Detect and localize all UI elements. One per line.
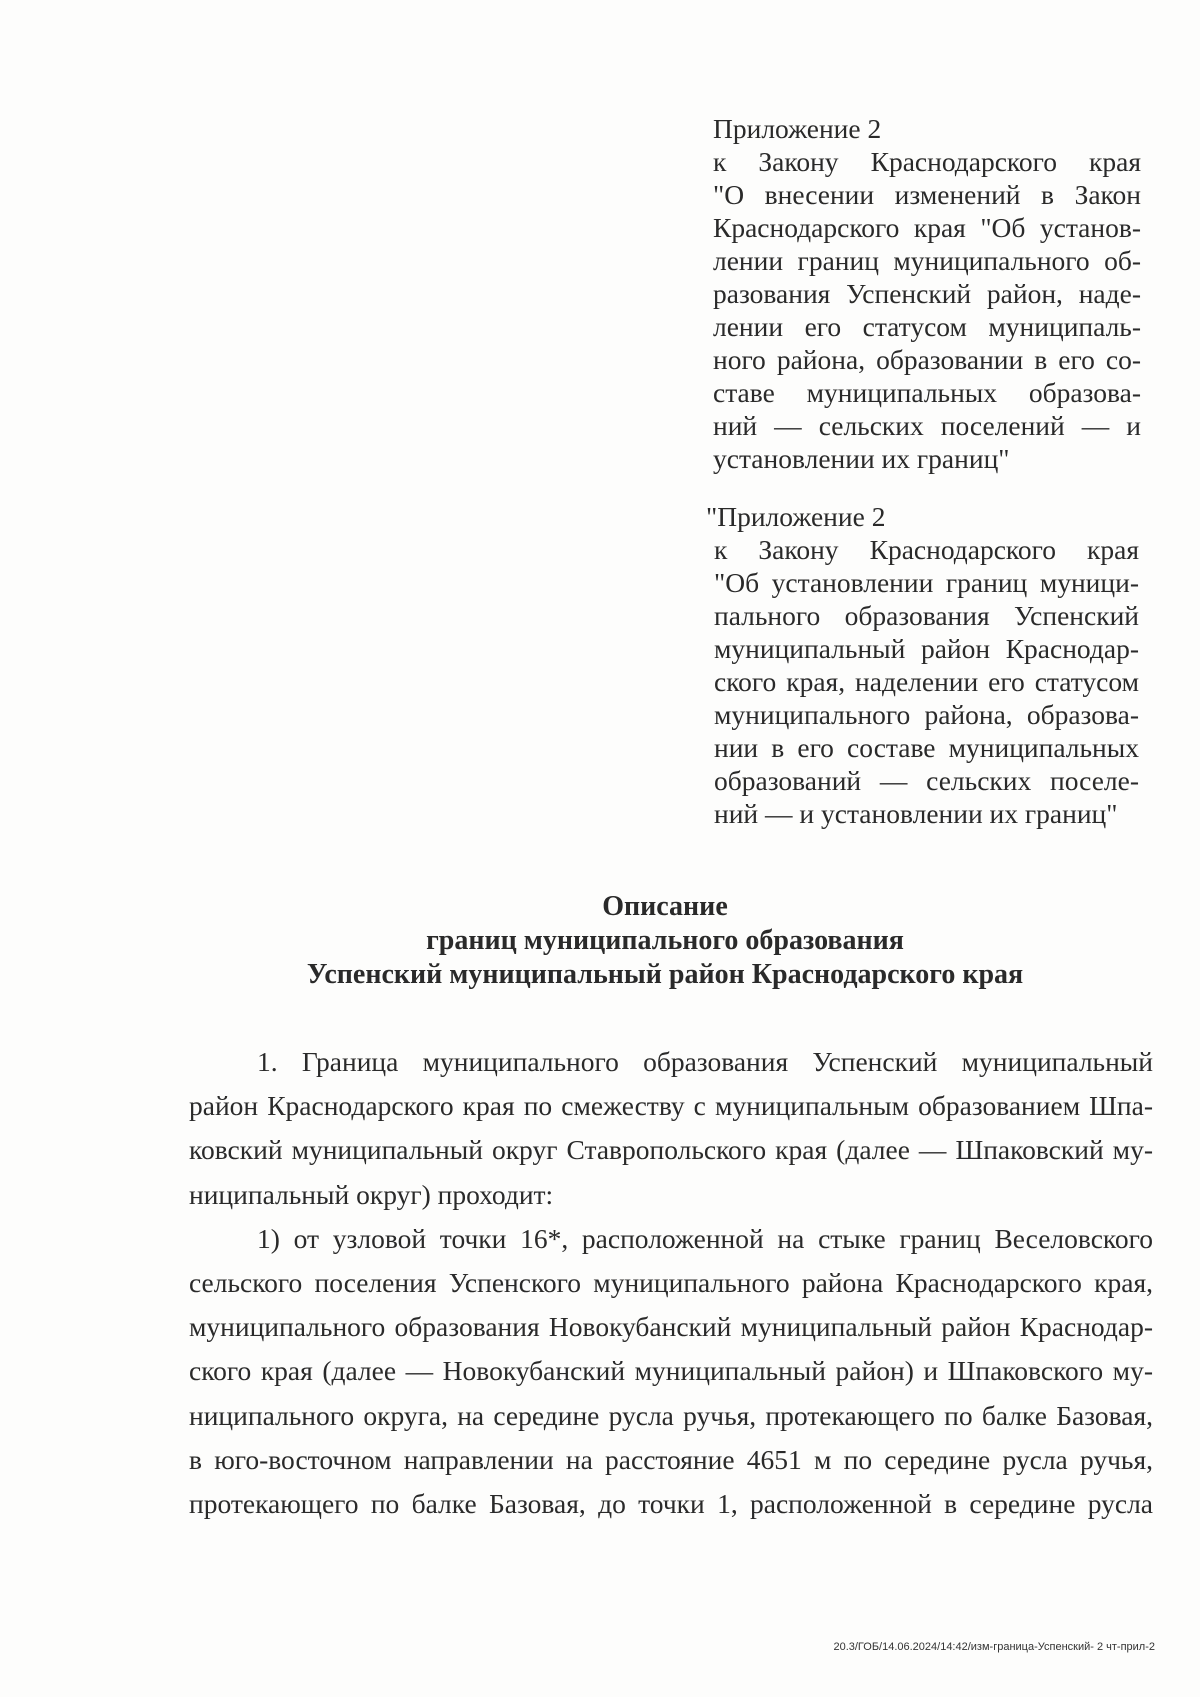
appendix-line: ного района, образовании в его со- — [713, 344, 1141, 375]
appendix-line: "О внесении изменений в Закон — [713, 179, 1141, 210]
document-footer-code: 20.3/ГОБ/14.06.2024/14:42/изм-граница-Успенский- 2 чт-прил-2 — [833, 1641, 1155, 1653]
appendix-line: лении его статусом муниципаль- — [713, 311, 1141, 342]
appendix-line: ний — и установлении их границ" — [714, 798, 1118, 829]
appendix-header-amending-law — [713, 112, 1141, 475]
appendix-line: образований — сельских поселе- — [714, 765, 1139, 796]
appendix-line: муниципальный район Краснодар- — [714, 633, 1139, 664]
body-line: 1. Граница муниципального образования Успенский муниципальный — [257, 1046, 1153, 1077]
body-line: в юго-восточном направлении на расстояние 4651 м по середине русла ручья, — [189, 1443, 1153, 1475]
appendix-line: "Приложение 2 — [706, 501, 886, 532]
appendix-line: к Закону Краснодарского края — [713, 146, 1141, 177]
appendix-line: "Об установлении границ муници- — [714, 567, 1139, 598]
appendix-line: ского края, наделении его статусом — [714, 666, 1139, 697]
document-title — [0, 890, 1200, 992]
appendix-line: к Закону Краснодарского края — [714, 534, 1139, 565]
appendix-header-original-law — [706, 500, 1139, 830]
appendix-line: установлении их границ" — [713, 443, 1010, 474]
appendix-line: пального образования Успенский — [714, 600, 1139, 631]
title-line-1: Описание — [602, 891, 728, 922]
body-line: 1) от узловой точки 16*, расположенной на стыке границ Веселовского — [257, 1222, 1153, 1254]
appendix-line: лении границ муниципального об- — [713, 245, 1141, 276]
body-text — [189, 1040, 1153, 1526]
body-line: ского края (далее — Новокубанский муниципальный район) и Шпаковского му- — [189, 1355, 1153, 1387]
appendix-line: ний — сельских поселений — и — [713, 410, 1141, 441]
body-line: сельского поселения Успенского муниципального района Краснодарского края, — [189, 1267, 1153, 1299]
body-line: муниципального образования Новокубанский муниципальный район Краснодар- — [189, 1311, 1153, 1343]
body-line: ковский муниципальный округ Ставропольского края (далее — Шпаковский му- — [189, 1134, 1153, 1166]
appendix-line: муниципального района, образова- — [714, 699, 1139, 730]
body-line: протекающего по балке Базовая, до точки 1, расположенной в середине русла — [189, 1488, 1153, 1520]
appendix-line: Приложение 2 — [713, 113, 882, 144]
appendix-line: Краснодарского края "Об установ- — [713, 212, 1141, 243]
body-line: ниципального округа, на середине русла ручья, протекающего по балке Базовая, — [189, 1399, 1153, 1431]
appendix-line: нии в его составе муниципальных — [714, 732, 1139, 763]
title-line-3: Успенский муниципальный район Краснодарского края — [306, 959, 1024, 990]
title-line-2: границ муниципального образования — [426, 925, 904, 956]
body-line: район Краснодарского края по смежеству с муниципальным образованием Шпа- — [189, 1090, 1153, 1122]
appendix-line: разования Успенский район, наде- — [713, 278, 1141, 309]
body-line: ниципальный округ) проходит: — [189, 1178, 554, 1210]
appendix-line: ставе муниципальных образова- — [713, 377, 1141, 408]
